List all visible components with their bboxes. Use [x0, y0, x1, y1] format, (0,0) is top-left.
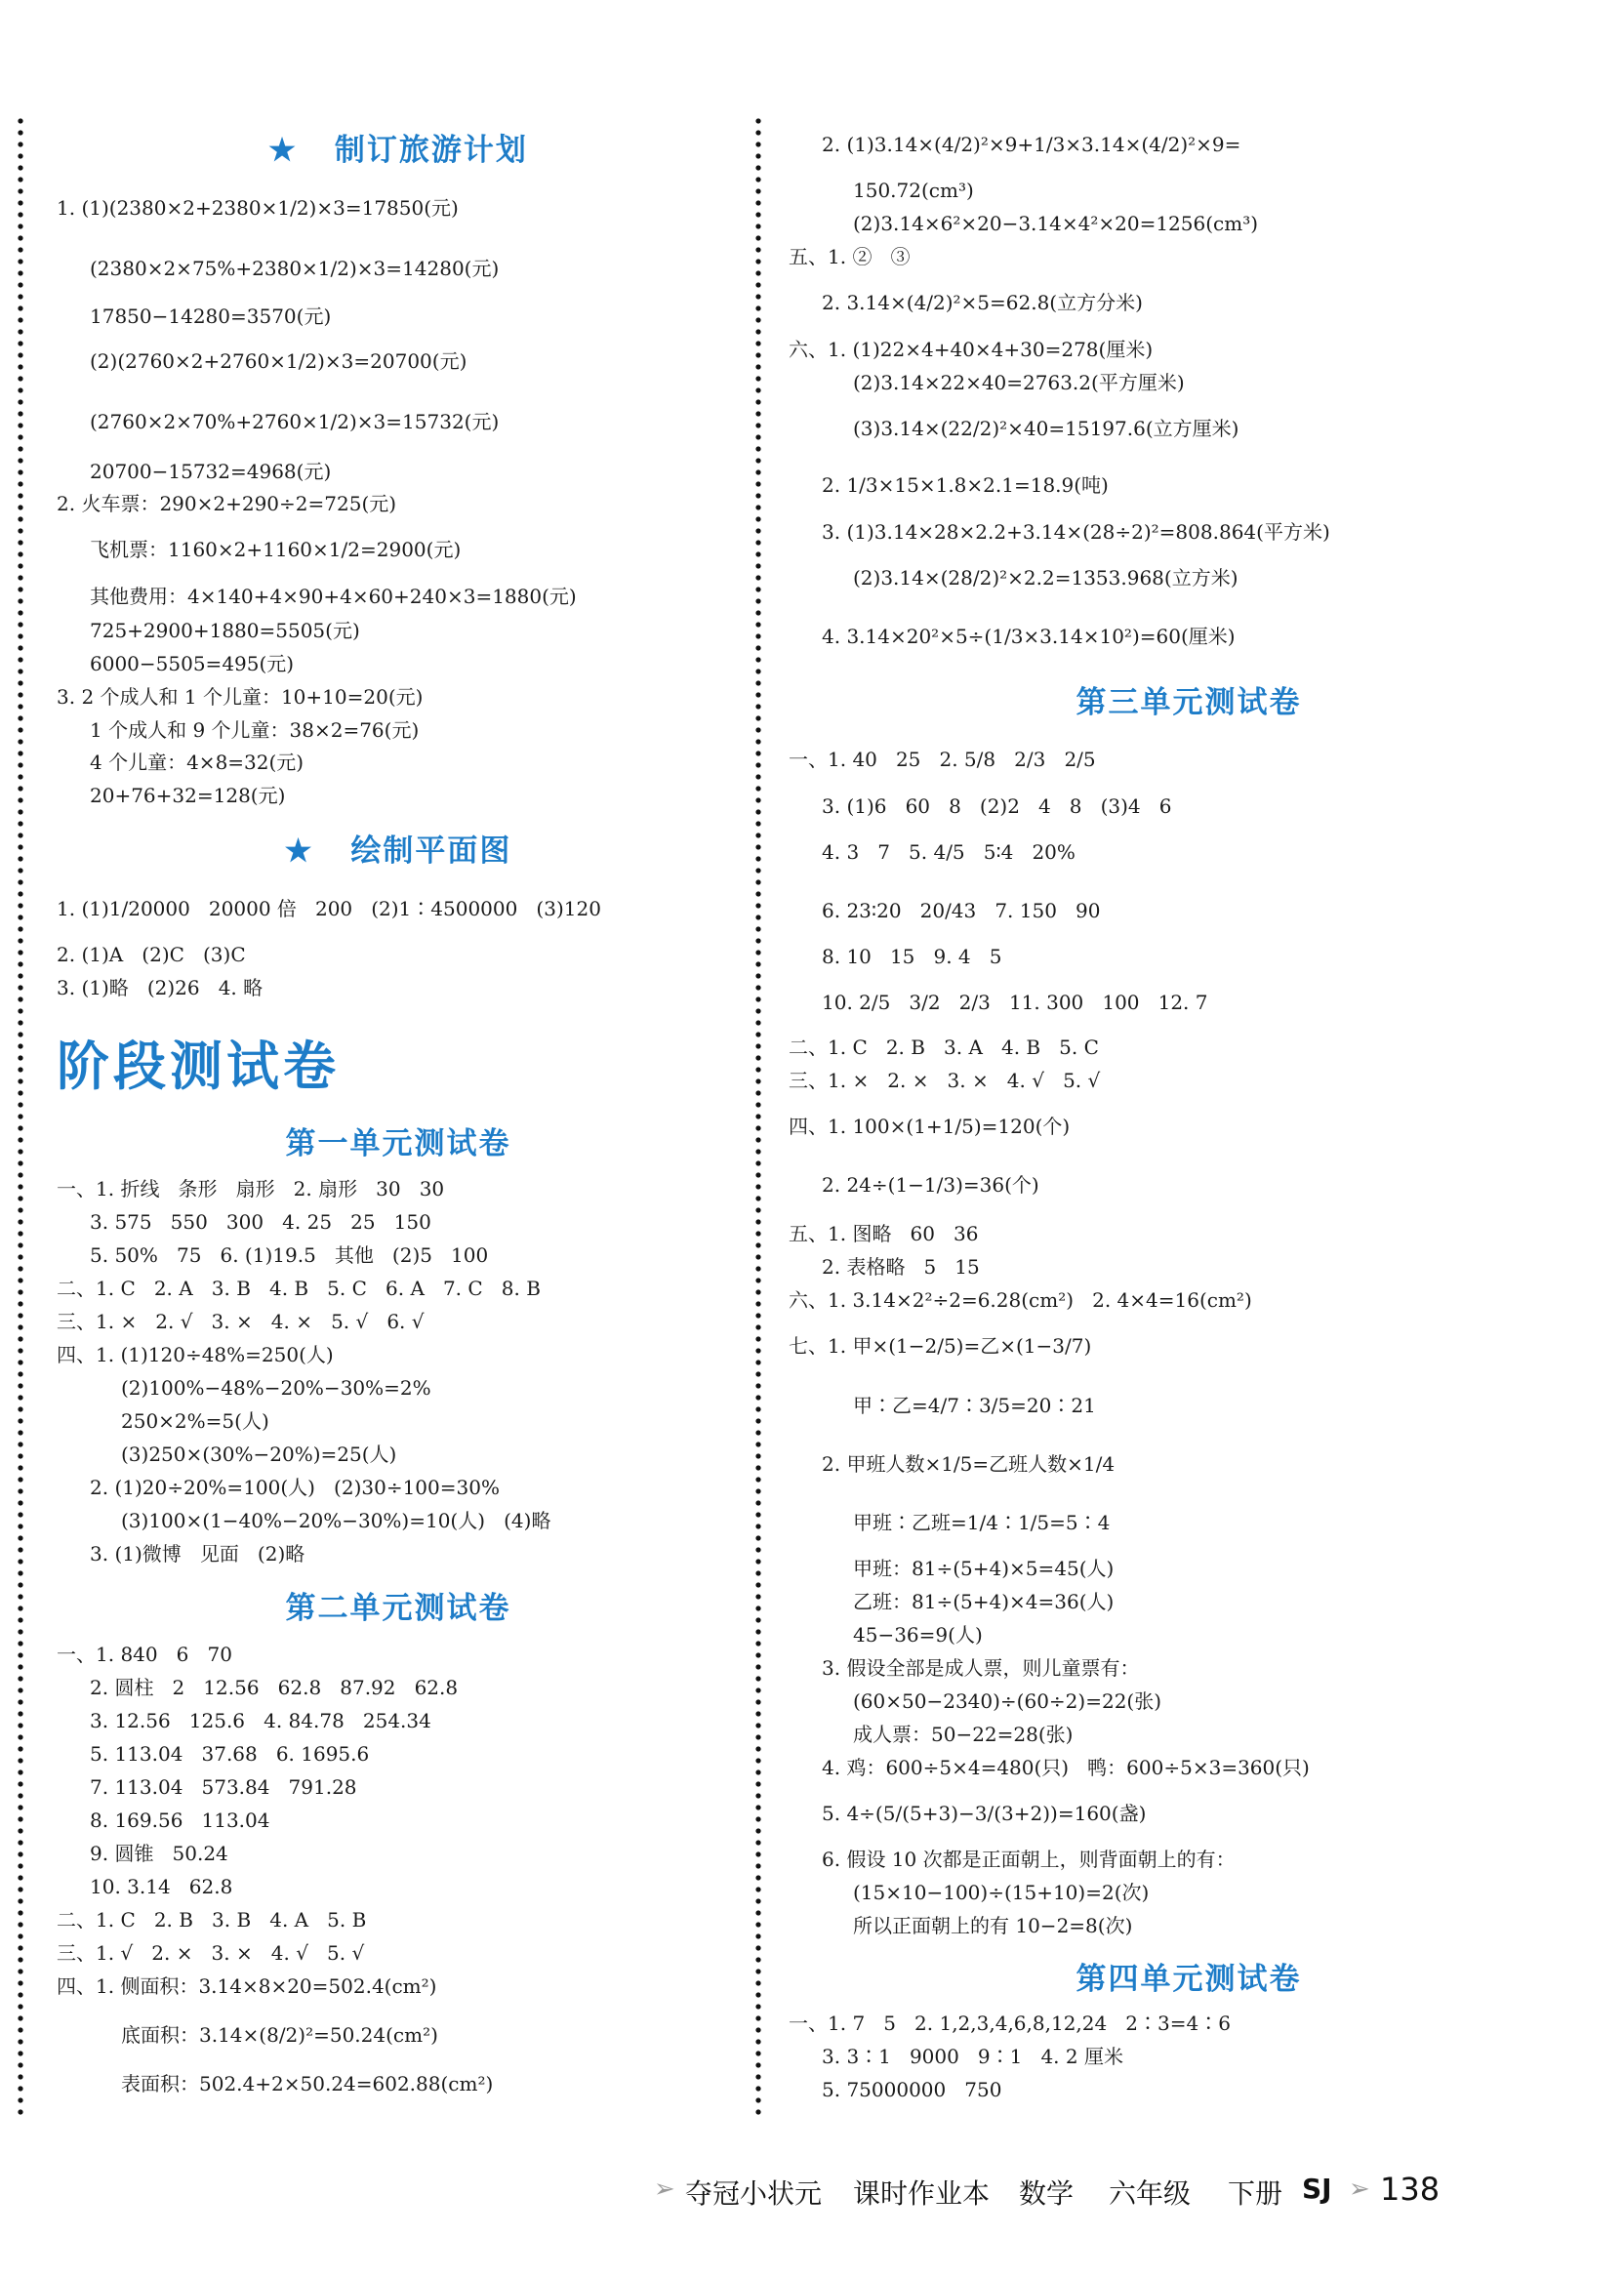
- answer-line: 飞机票：1160×2+1160×1/2=2900(元): [90, 538, 462, 561]
- answer-line: 三、1. × 2. √ 3. × 4. × 5. √ 6. √: [57, 1310, 425, 1333]
- answer-line: (3)3.14×(22/2)²×40=15197.6(立方厘米): [853, 417, 1239, 440]
- answer-line: 2. (1)3.14×(4/2)²×9+1/3×3.14×(4/2)²×9=: [822, 133, 1241, 156]
- unit4-title: 第四单元测试卷: [1076, 1962, 1302, 1997]
- answer-line: 6000−5505=495(元): [90, 652, 295, 675]
- page-footer: [654, 2173, 1585, 2216]
- unit1-title: 第一单元测试卷: [285, 1126, 511, 1161]
- answer-line: 2. 表格略 5 15: [822, 1255, 980, 1279]
- answer-line: 250×2%=5(人): [121, 1409, 269, 1433]
- answer-line: 725+2900+1880=5505(元): [90, 619, 360, 642]
- answer-line: 五、1. 图略 60 36: [789, 1222, 979, 1245]
- answer-line: (2)3.14×22×40=2763.2(平方厘米): [853, 371, 1185, 394]
- answer-line: 五、1. ② ③: [789, 245, 911, 268]
- answer-line: 20700−15732=4968(元): [90, 460, 332, 483]
- answer-line: 10. 3.14 62.8: [90, 1875, 233, 1898]
- footer-subject: 数学: [1019, 2177, 1075, 2210]
- answer-line: 4. 3 7 5. 4/5 5∶4 20%: [822, 840, 1076, 864]
- answer-line: 2. 圆柱 2 12.56 62.8 87.92 62.8: [90, 1676, 459, 1699]
- answer-line: 甲班：81÷(5+4)×5=45(人): [853, 1557, 1115, 1580]
- answer-line: 3. (1)微博 见面 (2)略: [90, 1542, 305, 1565]
- answer-line: 5. 50% 75 6. (1)19.5 其他 (2)5 100: [90, 1243, 489, 1267]
- footer-brand: 夺冠小状元: [685, 2177, 823, 2210]
- answer-line: 7. 113.04 573.84 791.28: [90, 1775, 357, 1799]
- answer-line: 3. 假设全部是成人票，则儿童票有：: [822, 1656, 1140, 1680]
- answer-line: 2. 甲班人数×1/5=乙班人数×1/4: [822, 1452, 1116, 1476]
- answer-line: 5. 75000000 750: [822, 2078, 1002, 2101]
- answer-line: 1. (1)(2380×2+2380×1/2)×3=17850(元): [57, 196, 459, 220]
- answer-line: 6. 假设 10 次都是正面朝上，则背面朝上的有：: [822, 1848, 1236, 1871]
- answer-line: (2)(2760×2+2760×1/2)×3=20700(元): [90, 349, 467, 373]
- footer-book: 课时作业本: [853, 2177, 991, 2210]
- answer-line: 5. 113.04 37.68 6. 1695.6: [90, 1742, 370, 1766]
- answer-line: 表面积：502.4+2×50.24=602.88(cm²): [121, 2072, 494, 2095]
- answer-line: (2)3.14×(28/2)²×2.2=1353.968(立方米): [853, 566, 1238, 590]
- answer-line: 3. (1)略 (2)26 4. 略: [57, 976, 264, 999]
- answer-line: (2380×2×75%+2380×1/2)×3=14280(元): [90, 257, 500, 280]
- answer-line: 2. (1)20÷20%=100(人) (2)30÷100=30%: [90, 1476, 500, 1499]
- answer-line: 六、1. 3.14×2²÷2=6.28(cm²) 2. 4×4=16(cm²): [789, 1288, 1252, 1312]
- answer-line: 所以正面朝上的有 10−2=8(次): [853, 1914, 1133, 1937]
- answer-line: 甲∶乙=4/7∶3/5=20∶21: [853, 1394, 1096, 1417]
- answer-line: (15×10−100)÷(15+10)=2(次): [853, 1881, 1150, 1904]
- answer-line: 20+76+32=128(元): [90, 784, 286, 807]
- arrow-icon: ➢: [1349, 2175, 1370, 2204]
- answer-line: 甲班∶乙班=1/4∶1/5=5∶4: [853, 1511, 1111, 1534]
- unit2-title: 第二单元测试卷: [285, 1591, 511, 1626]
- answer-line: 成人票：50−22=28(张): [853, 1723, 1074, 1746]
- answer-line: 一、1. 折线 条形 扇形 2. 扇形 30 30: [57, 1177, 445, 1200]
- answer-line: 2. 火车票：290×2+290÷2=725(元): [57, 492, 397, 515]
- answer-line: 2. 24÷(1−1/3)=36(个): [822, 1173, 1039, 1197]
- answer-line: 一、1. 840 6 70: [57, 1643, 232, 1666]
- answer-line: 3. (1)6 60 8 (2)2 4 8 (3)4 6: [822, 794, 1172, 818]
- answer-line: (2760×2×70%+2760×1/2)×3=15732(元): [90, 410, 500, 433]
- answer-line: 3. (1)3.14×28×2.2+3.14×(28÷2)²=808.864(平方米): [822, 520, 1330, 544]
- footer-grade: 六年级: [1109, 2177, 1192, 2210]
- answer-line: 其他费用：4×140+4×90+4×60+240×3=1880(元): [90, 585, 577, 608]
- answer-line: 1. (1)1/20000 20000 倍 200 (2)1∶4500000 (3)120: [57, 897, 601, 920]
- footer-edition: SJ: [1302, 2173, 1332, 2205]
- answer-line: 4 个儿童：4×8=32(元): [90, 751, 304, 774]
- answer-line: 6. 23∶20 20/43 7. 150 90: [822, 899, 1101, 922]
- answer-line: 2. 3.14×(4/2)²×5=62.8(立方分米): [822, 291, 1143, 314]
- answer-line: 1 个成人和 9 个儿童：38×2=76(元): [90, 718, 420, 742]
- page-number: 138: [1380, 2171, 1441, 2208]
- section-title-floor-plan: ★ 绘制平面图: [284, 834, 512, 869]
- answer-line: 四、1. 100×(1+1/5)=120(个): [789, 1115, 1071, 1138]
- answer-line: 3. 3∶1 9000 9∶1 4. 2 厘米: [822, 2045, 1123, 2068]
- answer-line: 乙班：81÷(5+4)×4=36(人): [853, 1590, 1115, 1613]
- answer-line: 150.72(cm³): [853, 179, 974, 202]
- answer-line: 四、1. 侧面积：3.14×8×20=502.4(cm²): [57, 1974, 437, 1998]
- answer-line: 三、1. √ 2. × 3. × 4. √ 5. √: [57, 1941, 365, 1965]
- answer-line: 3. 2 个成人和 1 个儿童：10+10=20(元): [57, 685, 424, 709]
- answer-line: 45−36=9(人): [853, 1623, 983, 1647]
- answer-line: 七、1. 甲×(1−2/5)=乙×(1−3/7): [789, 1334, 1092, 1358]
- footer-volume: 下册: [1228, 2177, 1283, 2210]
- answer-line: 3. 575 550 300 4. 25 25 150: [90, 1210, 431, 1234]
- answer-line: 二、1. C 2. B 3. A 4. B 5. C: [789, 1036, 1099, 1059]
- answer-line: 一、1. 7 5 2. 1,2,3,4,6,8,12,24 2∶3=4∶6: [789, 2012, 1231, 2035]
- answer-line: 3. 12.56 125.6 4. 84.78 254.34: [90, 1709, 431, 1732]
- answer-line: 17850−14280=3570(元): [90, 305, 332, 328]
- unit3-title: 第三单元测试卷: [1076, 685, 1302, 720]
- answer-line: (3)250×(30%−20%)=25(人): [121, 1443, 397, 1466]
- answer-line: 9. 圆锥 50.24: [90, 1842, 228, 1865]
- answer-line: 2. (1)A (2)C (3)C: [57, 943, 246, 966]
- answer-line: 8. 169.56 113.04: [90, 1809, 270, 1832]
- answer-line: 5. 4÷(5/(5+3)−3/(3+2))=160(盏): [822, 1802, 1147, 1825]
- section-title-travel-plan: ★ 制订旅游计划: [268, 133, 528, 168]
- part-title: 阶段测试卷: [57, 1035, 340, 1097]
- answer-line: 四、1. (1)120÷48%=250(人): [57, 1343, 334, 1366]
- answer-line: 10. 2/5 3/2 2/3 11. 300 100 12. 7: [822, 991, 1208, 1014]
- answer-line: 8. 10 15 9. 4 5: [822, 945, 1002, 968]
- star-icon: ★: [284, 834, 314, 869]
- answer-line: 4. 鸡：600÷5×4=480(只) 鸭：600÷5×3=360(只): [822, 1756, 1310, 1779]
- answer-line: 二、1. C 2. B 3. B 4. A 5. B: [57, 1908, 367, 1931]
- answer-line: 三、1. × 2. × 3. × 4. √ 5. √: [789, 1069, 1101, 1092]
- answer-line: 二、1. C 2. A 3. B 4. B 5. C 6. A 7. C 8. B: [57, 1277, 541, 1300]
- answer-line: (60×50−2340)÷(60÷2)=22(张): [853, 1689, 1162, 1713]
- answer-line: (2)100%−48%−20%−30%=2%: [121, 1376, 431, 1400]
- arrow-icon: ➢: [654, 2175, 675, 2204]
- answer-line: 4. 3.14×20²×5÷(1/3×3.14×10²)=60(厘米): [822, 625, 1236, 648]
- star-icon: ★: [268, 133, 298, 168]
- answer-line: 底面积：3.14×(8/2)²=50.24(cm²): [121, 2023, 438, 2047]
- answer-line: (3)100×(1−40%−20%−30%)=10(人) (4)略: [121, 1509, 551, 1532]
- answer-line: 2. 1/3×15×1.8×2.1=18.9(吨): [822, 473, 1109, 497]
- answer-line: 六、1. (1)22×4+40×4+30=278(厘米): [789, 338, 1154, 361]
- left-margin-dots: [18, 115, 23, 2116]
- answer-line: 一、1. 40 25 2. 5/8 2/3 2/5: [789, 748, 1096, 771]
- answer-line: (2)3.14×6²×20−3.14×4²×20=1256(cm³): [853, 212, 1259, 235]
- center-divider-dots: [755, 115, 761, 2116]
